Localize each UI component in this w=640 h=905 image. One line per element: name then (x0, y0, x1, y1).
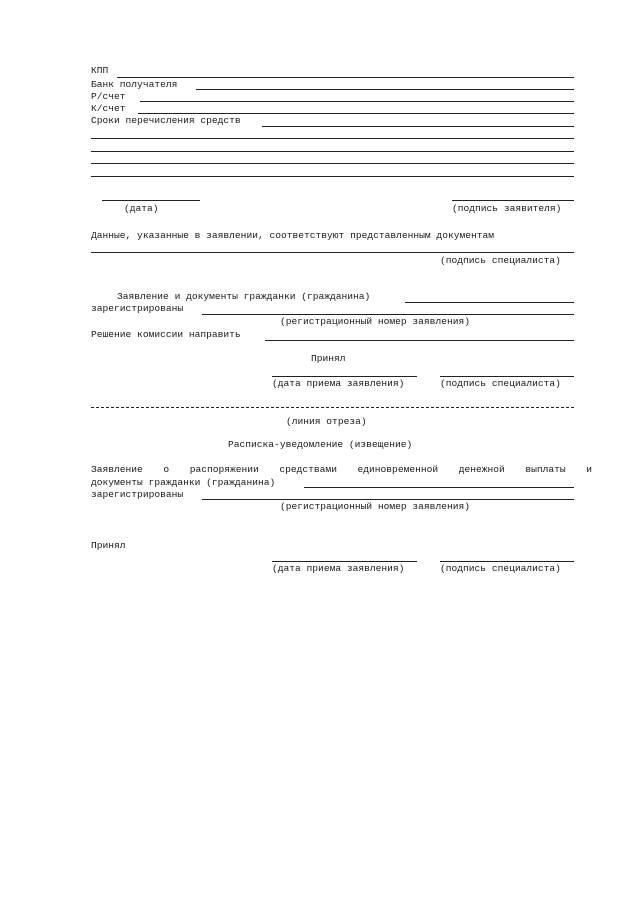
receipt-registration-number-field[interactable] (202, 499, 574, 500)
blank-line-4[interactable] (91, 176, 574, 177)
terms-label: Сроки перечисления средств (91, 115, 241, 126)
ks-field[interactable] (138, 113, 574, 114)
kpp-field[interactable] (117, 77, 574, 78)
receipt-word: единовременной (357, 464, 439, 475)
registration-number-field[interactable] (202, 314, 574, 315)
receipt-registration-number-caption: (регистрационный номер заявления) (280, 501, 470, 512)
terms-field[interactable] (262, 126, 574, 127)
citizen-name-field[interactable] (405, 302, 574, 303)
confirm-text: Данные, указанные в заявлении, соответствуют представленным документам (91, 230, 495, 241)
registration-line1: Заявление и документы гражданки (гражданина) (117, 291, 371, 302)
acceptance-date-field[interactable] (272, 376, 417, 377)
bank-label: Банк получателя (91, 79, 178, 90)
applicant-signature-field[interactable] (452, 200, 574, 201)
specialist-signature-field[interactable] (91, 252, 574, 253)
receipt-line2: документы гражданки (гражданина) (91, 477, 276, 488)
decision-field[interactable] (265, 340, 574, 341)
accepted-label: Принял (311, 353, 346, 364)
receipt-accepted-label: Принял (91, 540, 126, 551)
rs-field[interactable] (140, 101, 574, 102)
cut-line-caption: (линия отреза) (286, 416, 367, 427)
registration-line2: зарегистрированы (91, 303, 184, 314)
date-caption: (дата) (124, 203, 159, 214)
registration-number-caption: (регистрационный номер заявления) (280, 316, 470, 327)
applicant-signature-caption: (подпись заявителя) (452, 203, 562, 214)
receipt-word: выплаты (525, 464, 566, 475)
cut-line (91, 407, 574, 408)
rs-label: Р/счет (91, 91, 126, 102)
kpp-label: КПП (91, 65, 109, 76)
receipt-citizen-name-field[interactable] (304, 487, 574, 488)
receipt-title: Расписка-уведомление (извещение) (228, 439, 413, 450)
acceptance-signature-field[interactable] (440, 376, 574, 377)
receipt-word: денежной (458, 464, 505, 475)
receipt-word: и (586, 464, 592, 475)
receipt-date-field[interactable] (272, 561, 417, 562)
receipt-word: о (163, 464, 170, 475)
ks-label: К/счет (91, 103, 126, 114)
date-field[interactable] (102, 200, 200, 201)
receipt-date-caption: (дата приема заявления) (272, 563, 405, 574)
acceptance-signature-caption: (подпись специалиста) (440, 378, 561, 389)
specialist-signature-caption: (подпись специалиста) (440, 255, 561, 266)
receipt-signature-caption: (подпись специалиста) (440, 563, 561, 574)
receipt-word: распоряжении (189, 464, 259, 475)
acceptance-date-caption: (дата приема заявления) (272, 378, 405, 389)
receipt-word: Заявление (91, 464, 143, 475)
receipt-line1 (91, 464, 592, 475)
blank-line-1[interactable] (91, 138, 574, 139)
receipt-word: средствами (279, 464, 337, 475)
decision-label: Решение комиссии направить (91, 329, 241, 340)
blank-line-2[interactable] (91, 151, 574, 152)
receipt-line3: зарегистрированы (91, 489, 184, 500)
bank-field[interactable] (196, 89, 574, 90)
receipt-signature-field[interactable] (440, 561, 574, 562)
blank-line-3[interactable] (91, 163, 574, 164)
